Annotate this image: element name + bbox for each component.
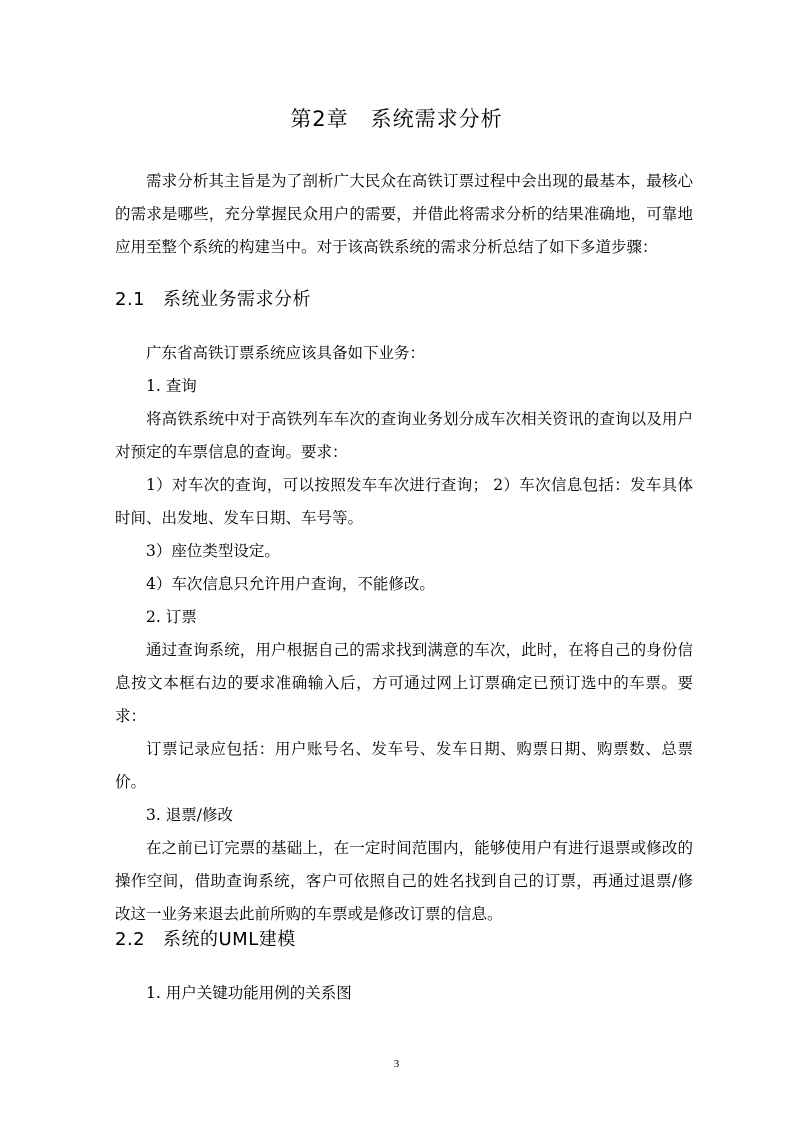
section-heading-2-1 (115, 285, 311, 311)
section-number: 2.2 (115, 929, 146, 950)
paragraph: 1. 用户关键功能用例的关系图 (146, 984, 352, 1002)
intro-block (115, 165, 693, 264)
section-title: 系统的UML建模 (163, 929, 296, 950)
section-2-1-body (115, 337, 693, 931)
intro-paragraph: 需求分析其主旨是为了剖析广大民众在高铁订票过程中会出现的最基本，最核心的需求是哪些，充分掌握民众用户的需要，并借此将需求分析的结果准确地，可靠地应用至整个系统的构建当中。对于该高铁系统的需求分析总结了如下多道步骤： (115, 172, 693, 256)
list-heading: 2. 订票 (146, 608, 197, 626)
section-heading-2-2 (115, 925, 296, 951)
list-heading: 3. 退票/修改 (146, 806, 233, 824)
paragraph: 在之前已订完票的基础上，在一定时间范围内，能够使用户有进行退票或修改的操作空间，借助查询系统，客户可依照自己的姓名找到自己的订票，再通过退票/修改这一业务来退去此前所购的车票或是修改订票的信息。 (115, 839, 693, 923)
list-item: 3）座位类型设定。 (146, 542, 280, 560)
paragraph: 广东省高铁订票系统应该具备如下业务： (146, 344, 426, 362)
chapter-title: 第2章 系统需求分析 (290, 107, 503, 131)
paragraph: 订票记录应包括：用户账号名、发车号、发车日期、购票日期、购票数、总票价。 (115, 740, 693, 791)
list-heading: 1. 查询 (146, 377, 197, 395)
list-item: 1）对车次的查询，可以按照发车车次进行查询； 2）车次信息包括：发车具体时间、出发地、发车日期、车号等。 (115, 476, 693, 527)
section-2-2-body (115, 977, 693, 1010)
section-title: 系统业务需求分析 (163, 289, 311, 310)
page-number: 3 (393, 1058, 400, 1070)
section-number: 2.1 (115, 289, 146, 310)
paragraph: 将高铁系统中对于高铁列车车次的查询业务划分成车次相关资讯的查询以及用户对预定的车票信息的查询。要求： (115, 410, 693, 461)
paragraph: 通过查询系统，用户根据自己的需求找到满意的车次，此时，在将自己的身份信息按文本框右边的要求准确输入后，方可通过网上订票确定已预订选中的车票。要求： (115, 641, 693, 725)
list-item: 4）车次信息只允许用户查询，不能修改。 (146, 575, 435, 593)
